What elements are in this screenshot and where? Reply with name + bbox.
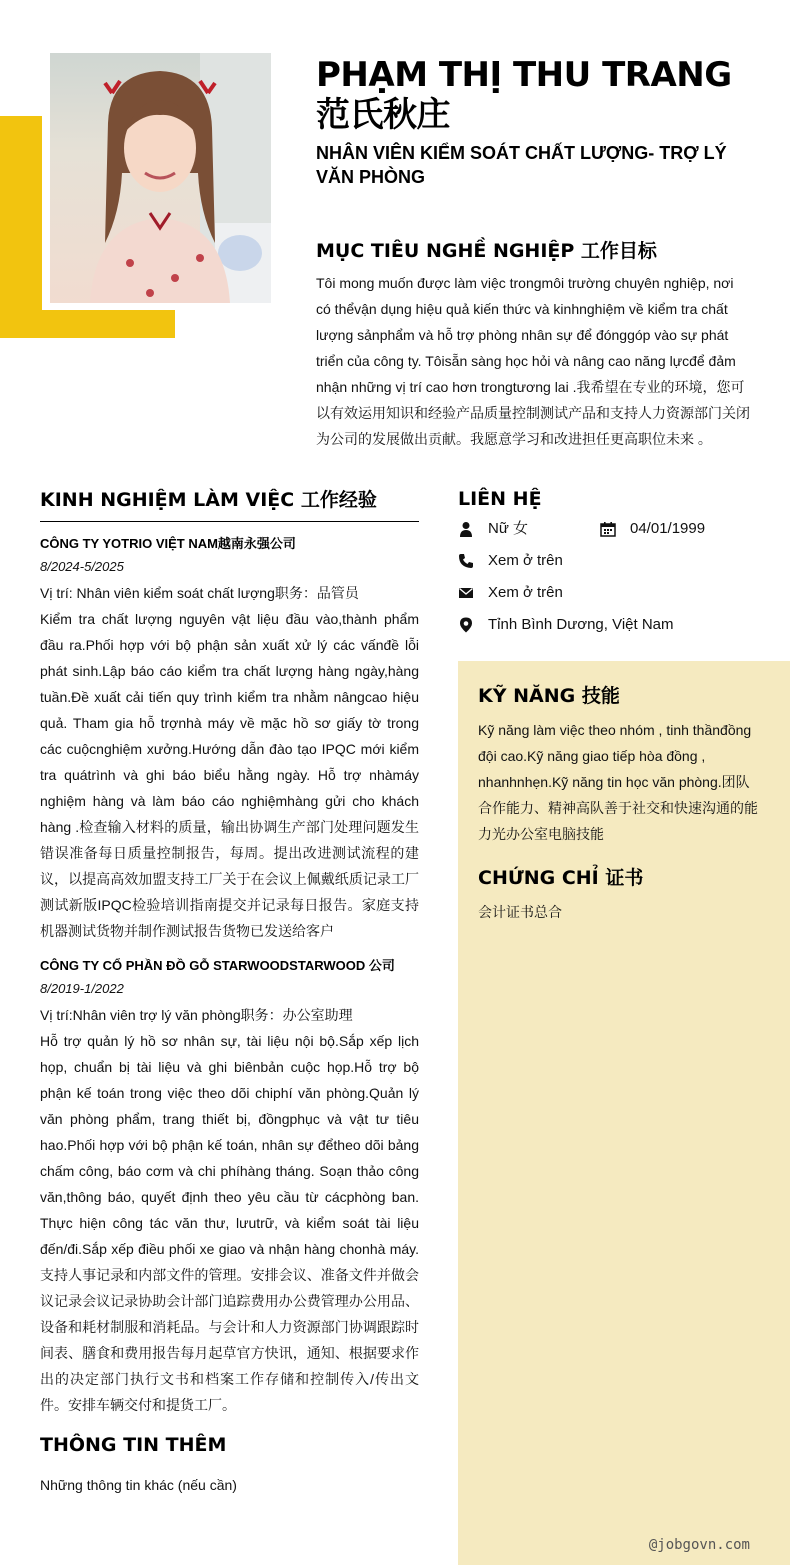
location-pin-icon bbox=[458, 617, 474, 633]
skills-text: Kỹ năng làm việc theo nhóm , tinh thầnđồng đội cao.Kỹ năng giao tiếp hòa đồng , nhanhnhẹn.Kỹ năng tin học văn phòng.团队合作能力、精神高队善于社交和快速沟通的能力光办公室电脑技能 bbox=[478, 722, 758, 842]
certificates-text: 会计证书总合 bbox=[478, 904, 562, 920]
mail-icon bbox=[458, 585, 474, 601]
objective-text: Tôi mong muốn được làm việc trongmôi trường chuyên nghiệp, nơi có thểvận dụng hiệu quả kiến thức và kinhnghiệm về kiểm tra chất lượng sảnphẩm và hỗ trợ phòng nhân sự để đónggóp vào sự phát triển của công ty. Tôisẵn sàng học hỏi và nâng cao năng lựcđể đảm nhận những vị trí cao hơn trongtương lai .我希望在专业的环境，您可以有效运用知识和经验产品质量控制测试产品和支持人力资源部门关闭为公司的发展做出贡献。我愿意学习和改进担任更高职位未来 。 bbox=[316, 275, 750, 447]
job-description: Kiểm tra chất lượng nguyên vật liệu đầu vào,thành phẩm đầu ra.Phối hợp với bộ phận sản xuất xử lý các vấnđề lỗi phát sinh.Lập báo cáo kiểm tra chất lượng hàng ngày,hàng tuần.Đề xuất cải tiến quy trình kiểm tra nhằm nângcao hiệu quả. Tham gia hỗ trợnhà máy về mặc hồ sơ giấy tờ trong các cuộcnghiệm xưởng.Hướng dẫn đào tạo IPQC mới kiểm tra quátrình và ghi báo biểu hằng ngày. Hỗ trợ nhàmáy nghiệm hàng và làm báo cáo nghiệmhàng gửi cho khách hàng .检查输入材料的质量，输出协调生产部门处理问题发生错误准备每日质量控制报告，每周。提出改进测试流程的建议，以提高高效加盟支持工厂关于在会议上佩戴纸质记录工厂测试新版IPQC检验培训指南提交并记录每日报告。家庭支持机器测试货物并制作测试报告货物已发送给客户 bbox=[40, 611, 419, 939]
contact-address: Tỉnh Bình Dương, Việt Nam bbox=[488, 616, 674, 633]
skills-panel bbox=[458, 661, 790, 1565]
job-company: CÔNG TY CỔ PHẦN ĐỒ GỖ STARWOODSTARWOOD 公司 bbox=[40, 958, 395, 973]
job-role: Vị trí: Nhân viên kiểm soát chất lượng职务：品管员 bbox=[40, 585, 359, 601]
contact-gender: Nữ 女 bbox=[488, 520, 529, 537]
contact-phone: Xem ở trên bbox=[488, 552, 563, 569]
career-objective-section bbox=[316, 238, 750, 452]
contact-dob: 04/01/1999 bbox=[630, 520, 706, 537]
job-period: 8/2019-1/2022 bbox=[40, 981, 124, 996]
job-company: CÔNG TY YOTRIO VIỆT NAM越南永强公司 bbox=[40, 536, 296, 551]
candidate-name: PHẠM THỊ THU TRANG bbox=[316, 55, 732, 95]
resume-header bbox=[316, 55, 766, 189]
contact-row-gender-dob bbox=[458, 518, 758, 550]
experience-title: KINH NGHIỆM LÀM VIỆC 工作经验 bbox=[40, 489, 377, 511]
extra-info-title: THÔNG TIN THÊM bbox=[40, 1434, 227, 1456]
profile-photo bbox=[50, 53, 271, 303]
profile-photo-illustration bbox=[50, 53, 271, 303]
skills-title: KỸ NĂNG 技能 bbox=[478, 685, 620, 707]
job-role: Vị trí:Nhân viên trợ lý văn phòng职务：办公室助理 bbox=[40, 1007, 353, 1023]
contact-row-phone bbox=[458, 550, 758, 582]
contact-title: LIÊN HỆ bbox=[458, 488, 542, 510]
calendar-icon bbox=[600, 521, 616, 537]
extra-info-text: Những thông tin khác (nếu cần) bbox=[40, 1477, 237, 1493]
job-entry bbox=[40, 956, 419, 1418]
candidate-position: NHÂN VIÊN KIỂM SOÁT CHẤT LƯỢNG- TRỢ LÝ VĂN PHÒNG bbox=[316, 143, 727, 187]
job-entry bbox=[40, 534, 419, 944]
certificates-title: CHỨNG CHỈ 证书 bbox=[478, 867, 644, 889]
person-icon bbox=[458, 521, 474, 537]
candidate-name-chinese: 范氏秋庄 bbox=[316, 95, 450, 135]
phone-icon bbox=[458, 553, 474, 569]
objective-title: MỤC TIÊU NGHỀ NGHIỆP 工作目标 bbox=[316, 240, 657, 262]
job-description: Hỗ trợ quản lý hồ sơ nhân sự, tài liệu nội bộ.Sắp xếp lịch họp, chuẩn bị tài liệu và ghi biênbản cuộc họp.Hỗ trợ bộ phận kế toán trong việc theo dõi chiphí văn phòng.Quản lý văn phòng phẩm, trang thiết bị, đồngphục và vật tư tiêu hao.Phối hợp với bộ phận kế toán, nhân sự đểtheo dõi bảng chấm công, báo cơm và chi phíhàng tháng. Soạn thảo công văn,thông báo, quyết định theo yêu cầu từ cácphòng ban. Thực hiện công tác văn thư, lưutrữ, và kiểm soát tài liệu đến/đi.Sắp xếp điều phối xe giao và nhận hàng chonhà máy.支持人事记录和内部文件的管理。安排会议、准备文件并做会议记录会议记录协助会计部门追踪费用办公费管理办公用品、设备和耗材制服和消耗品。与会计和人力资源部门协调跟踪时间表、膳食和费用报告每月起草官方快讯，通知、根据要求作出的决定部门执行文书和档案工作存储和控制传入/传出文件。安排车辆交付和提货工厂。 bbox=[40, 1033, 419, 1413]
skills-panel-content bbox=[478, 683, 758, 925]
job-period: 8/2024-5/2025 bbox=[40, 559, 124, 574]
contact-email: Xem ở trên bbox=[488, 584, 563, 601]
contact-row-email bbox=[458, 582, 758, 614]
left-column bbox=[40, 487, 419, 1498]
contact-section bbox=[458, 486, 758, 646]
watermark: @jobgovn.com bbox=[648, 1537, 750, 1553]
contact-row-address bbox=[458, 614, 758, 646]
section-divider bbox=[40, 521, 419, 522]
